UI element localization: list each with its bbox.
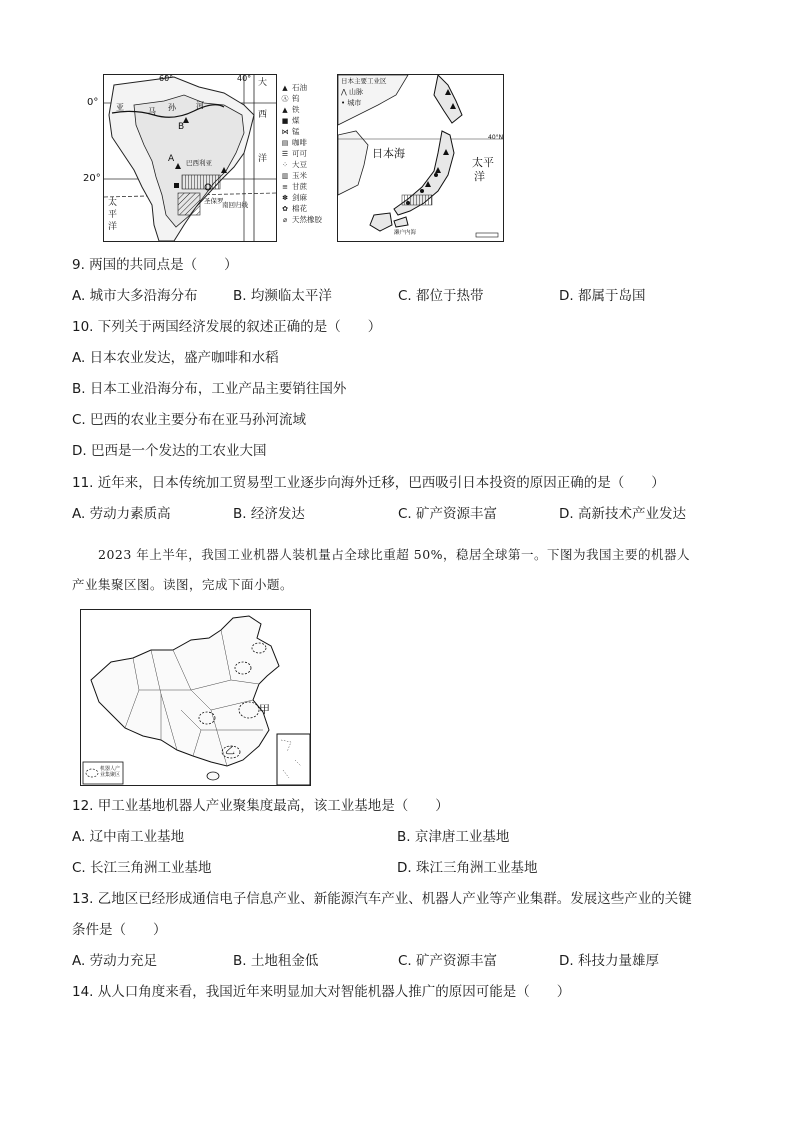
q13-option-a[interactable]: A. 劳动力充足 [72,953,158,969]
legend-label: 可可 [292,149,307,158]
question-10-stem: 10. 下列关于两国经济发展的叙述正确的是（ ） [72,319,382,335]
tungsten-icon: Ⓐ [281,94,289,103]
dots-icon: ⁘ [282,160,288,169]
q13-option-c[interactable]: C. 矿产资源丰富 [398,953,498,969]
q11-option-b[interactable]: B. 经济发达 [233,506,305,522]
brazil-map [103,74,277,242]
pacific-label-line1: 太平 [472,156,494,169]
legend-mountain-label: 山脉 [348,88,363,96]
bowtie-icon: ⋈ [281,127,289,136]
mountain-icon: ⋀ [341,88,349,96]
q9-option-c[interactable]: C. 都位于热带 [398,288,484,304]
q11-option-c[interactable]: C. 矿产资源丰富 [398,506,498,522]
japan-map [337,74,504,242]
place-label-ma: 马 [148,107,156,116]
pacific-label-line2: 洋 [474,170,485,183]
lat-label-20: 20° [83,173,101,184]
ocean-label-xi: 西 [258,110,268,120]
triangle-icon: ▲ [282,105,288,114]
square-icon: ■ [281,116,289,125]
legend-row [280,203,330,214]
sisal-icon: ✽ [282,193,288,202]
legend-label: 甘蔗 [292,182,307,191]
legend-row [280,126,330,137]
q9-option-b[interactable]: B. 均濒临太平洋 [233,288,332,304]
question-14-stem: 14. 从人口角度来看，我国近年来明显加大对智能机器人推广的原因可能是（ ） [72,984,571,1000]
lon-label-40: 40° [237,74,252,83]
brazil-legend [280,82,330,225]
q10-option-a[interactable]: A. 日本农业发达，盛产咖啡和水稻 [72,350,279,366]
q10-option-c[interactable]: C. 巴西的农业主要分布在亚马孙河流域 [72,412,307,428]
triangle-icon: ▲ [282,83,288,92]
q12-option-c[interactable]: C. 长江三角洲工业基地 [72,860,212,876]
lines-icon: ☰ [281,149,289,158]
passage-line-1: 2023 年上半年，我国工业机器人装机量占全球比重超 50%，稳居全球第一。下图为我国主要的机器人 [98,547,691,562]
legend-label: 大豆 [292,160,307,169]
lon-label-60: 60° [159,74,174,83]
q9-option-a[interactable]: A. 城市大多沿海分布 [72,288,198,304]
pacific-label-tai: 太 [108,198,118,208]
q12-option-b[interactable]: B. 京津唐工业基地 [397,829,510,845]
point-a-label: A [168,154,175,164]
legend-label: 天然橡胶 [292,215,322,224]
legend-city-label: 城市 [347,99,362,107]
china-label-jia: 甲 [259,703,270,716]
city-dot-icon: • [341,99,348,107]
brazil-map-drawing [104,75,276,241]
q11-option-d[interactable]: D. 高新技术产业发达 [559,506,686,522]
q9-option-d[interactable]: D. 都属于岛国 [559,288,646,304]
legend-row [280,170,330,181]
legend-row [280,181,330,192]
legend-row [280,159,330,170]
legend-row [280,192,330,203]
sea-of-japan-label: 日本海 [372,147,405,160]
china-label-yi: 乙 [225,746,235,757]
place-label-ya: 亚 [116,103,124,112]
legend-mountain [341,88,363,97]
dash-icon: ≡ [282,182,288,191]
point-b-label: B [178,122,185,132]
city-sao-paulo: 圣保罗 [204,197,224,205]
legend-label: 煤 [292,116,300,125]
q12-option-d[interactable]: D. 珠江三角洲工业基地 [397,860,538,876]
seto-label: 濑户内海 [394,230,417,236]
china-legend-label: 机器人产业集聚区 [100,766,121,778]
legend-label: 剑麻 [292,193,307,202]
hatch-icon: ▤ [281,138,289,147]
legend-label: 锰 [292,127,300,136]
q10-option-d[interactable]: D. 巴西是一个发达的工农业大国 [72,443,267,459]
legend-row [280,104,330,115]
question-9-stem: 9. 两国的共同点是（ ） [72,257,238,273]
q11-option-a[interactable]: A. 劳动力素质高 [72,506,171,522]
legend-label: 钨 [292,94,300,103]
legend-row [280,214,330,225]
question-13-stem-line1: 13. 乙地区已经形成通信电子信息产业、新能源汽车产业、机器人产业等产业集群。发展这些产业的关键 [72,891,692,907]
ocean-label-da: 大 [258,78,268,88]
legend-city [341,99,361,108]
china-map [80,609,311,786]
legend-row [280,148,330,159]
legend-label: 石油 [292,83,307,92]
pacific-label-yang: 洋 [108,222,118,232]
q10-option-b[interactable]: B. 日本工业沿海分布，工业产品主要销往国外 [72,381,347,397]
ocean-label-yang: 洋 [258,154,268,164]
legend-label: 玉米 [292,171,307,180]
pacific-label-ping: 平 [108,210,118,220]
tropic-label: 南回归线 [222,201,248,209]
legend-label: 铁 [292,105,300,114]
question-11-stem: 11. 近年来，日本传统加工贸易型工业逐步向海外迁移，巴西吸引日本投资的原因正确的是（ ） [72,475,665,491]
q12-option-a[interactable]: A. 辽中南工业基地 [72,829,185,845]
legend-row [280,137,330,148]
place-label-sun: 孙 [168,103,176,112]
bars-icon: ▥ [281,171,289,180]
legend-label: 棉花 [292,204,307,213]
question-12-stem: 12. 甲工业基地机器人产业聚集度最高，该工业基地是（ ） [72,798,449,814]
passage-line-2: 产业集聚区图。读图，完成下面小题。 [72,577,294,592]
legend-row [280,82,330,93]
legend-row [280,93,330,104]
city-brasilia: 巴西利亚 [186,159,212,167]
japan-legend-title: 日本主要工业区 [341,77,387,85]
question-13-stem-line2: 条件是（ ） [72,922,167,938]
lat-label-0: 0° [87,97,99,108]
cotton-icon: ✿ [282,204,288,213]
legend-row [280,115,330,126]
q13-option-d[interactable]: D. 科技力量雄厚 [559,953,659,969]
lat-label-40n: 40°N [488,134,504,141]
china-map-drawing [81,610,310,785]
place-label-he: 河 [196,101,204,110]
drop-icon: ⌀ [282,215,288,224]
q13-option-b[interactable]: B. 土地租金低 [233,953,319,969]
legend-label: 咖啡 [292,138,307,147]
